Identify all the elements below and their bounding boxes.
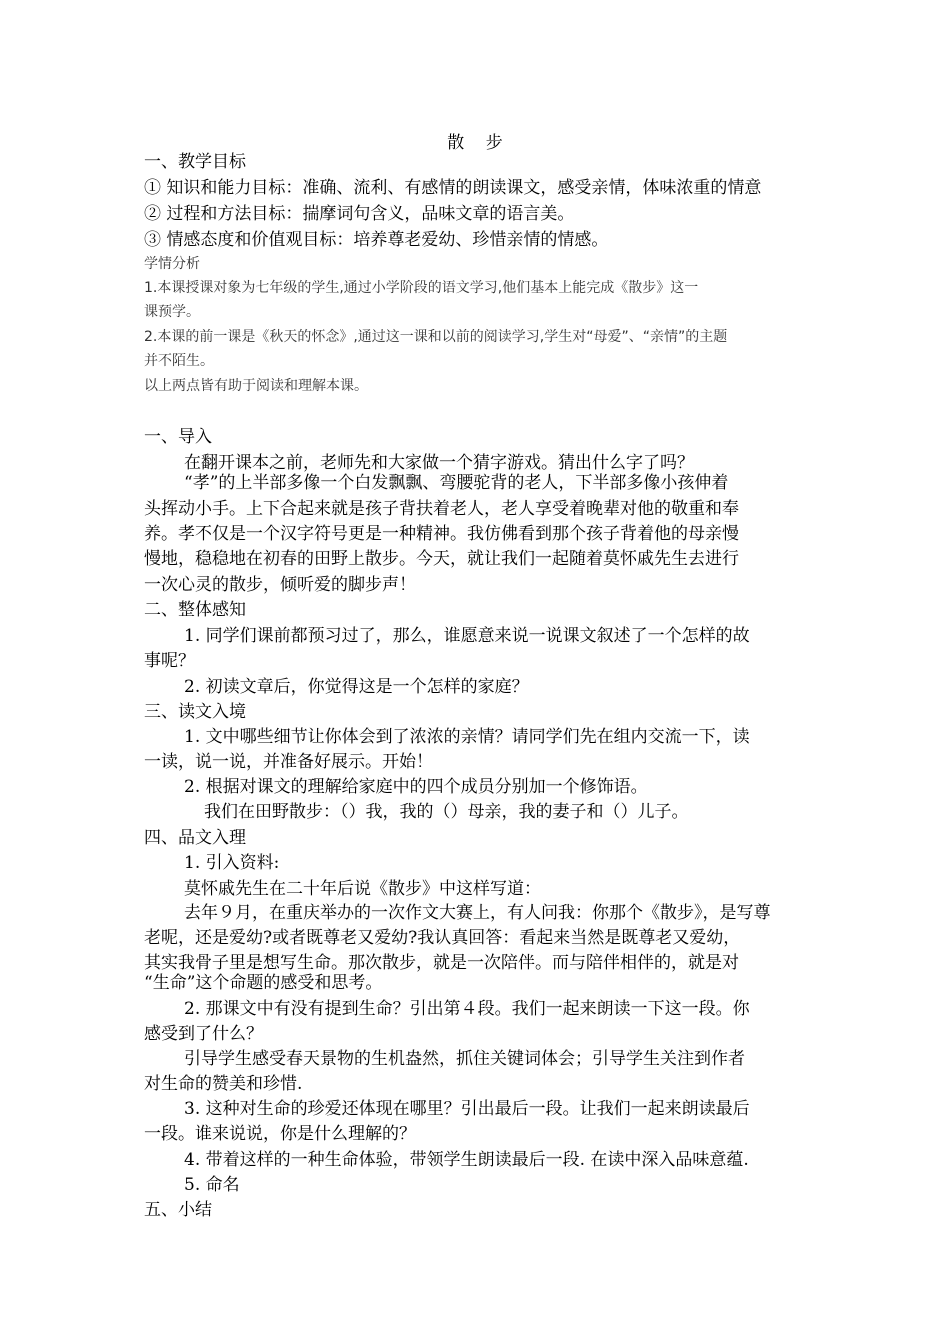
section2-heading: 二、整体感知 [144,600,246,620]
section3-line-2: 一读，说一说，并准备好展示。开始！ [144,752,433,772]
analysis-line-1: 1.本课授课对象为七年级的学生,通过小学阶段的语文学习,他们基本上能完成《散步》这一 [144,280,699,296]
section3-heading: 三、读文入境 [144,702,246,722]
section1-line-3: 头挥动小手。上下合起来就是孩子背扶着老人，老人享受着晚辈对他的敬重和奉 [144,499,739,519]
section1-line-2: “孝”的上半部多像一个白发飘飘、弯腰驼背的老人，下半部多像小孩伸着 [184,473,729,493]
section1-heading: 一、导入 [144,427,212,447]
analysis-line-3: 2.本课的前一课是《秋天的怀念》,通过这一课和以前的阅读学习,学生对“母爱”、“亲情”的主题 [144,329,728,345]
section4-line-2: 莫怀戚先生在二十年后说《散步》中这样写道： [184,879,541,899]
analysis-line-5: 以上两点皆有助于阅读和理解本课。 [144,378,368,394]
analysis-heading: 学情分析 [144,256,200,272]
section4-line-12: 一段。谁来说说，你是什么理解的？ [144,1124,416,1144]
section1-line-6: 一次心灵的散步，倾听爱的脚步声！ [144,575,416,595]
section4-heading: 四、品文入理 [144,828,246,848]
section4-line-9: 引导学生感受春天景物的生机盎然，抓住关键词体会；引导学生关注到作者 [184,1049,745,1069]
section3-line-4: 我们在田野散步：（）我，我的（）母亲，我的妻子和（）儿子。 [204,802,689,822]
goals-heading: 一、教学目标 [144,152,246,172]
section5-heading: 五、小结 [144,1200,212,1220]
section4-line-13: 4. 带着这样的一种生命体验，带领学生朗读最后一段. 在读中深入品味意蕴. [184,1150,749,1170]
analysis-line-4: 并不陌生。 [144,353,214,369]
section4-line-10: 对生命的赞美和珍惜. [144,1074,303,1094]
section4-line-6: “生命”这个命题的感受和思考。 [144,973,383,993]
section4-line-4: 老呢，还是爱幼?或者既尊老又爱幼?我认真回答：看起来当然是既尊老又爱幼， [144,928,741,948]
page-title: 散 步 [447,133,503,153]
section1-line-5: 慢地，稳稳地在初春的田野上散步。今天，就让我们一起随着莫怀戚先生去进行 [144,549,739,569]
analysis-line-2: 课预学。 [144,304,200,320]
section4-line-1: 1. 引入资料: [184,853,280,873]
section2-line-3: 2. 初读文章后，你觉得这是一个怎样的家庭？ [184,677,529,697]
goal-item-2: ② 过程和方法目标：揣摩词句含义，品味文章的语言美。 [144,204,575,224]
section4-line-5: 其实我骨子里是想写生命。那次散步，就是一次陪伴。而与陪伴相伴的，就是对 [144,953,739,973]
section4-line-3: 去年９月，在重庆举办的一次作文大赛上，有人问我：你那个《散步》，是写尊 [184,903,771,923]
section4-line-11: 3. 这种对生命的珍爱还体现在哪里？引出最后一段。让我们一起来朗读最后 [184,1099,750,1119]
section3-line-3: 2. 根据对课文的理解给家庭中的四个成员分别加一个修饰语。 [184,777,648,797]
section2-line-1: 1. 同学们课前都预习过了，那么，谁愿意来说一说课文叙述了一个怎样的故 [184,626,750,646]
section2-line-2: 事呢？ [144,651,195,671]
goal-item-3: ③ 情感态度和价值观目标：培养尊老爱幼、珍惜亲情的情感。 [144,230,609,250]
section1-line-1: 在翻开课本之前，老师先和大家做一个猜字游戏。猜出什么字了吗？ [184,453,694,473]
section3-line-1: 1. 文中哪些细节让你体会到了浓浓的亲情？请同学们先在组内交流一下，读 [184,727,750,747]
section4-line-8: 感受到了什么？ [144,1024,263,1044]
section1-line-4: 养。孝不仅是一个汉字符号更是一种精神。我仿佛看到那个孩子背着他的母亲慢 [144,524,739,544]
section4-line-7: 2. 那课文中有没有提到生命？引出第４段。我们一起来朗读一下这一段。你 [184,999,750,1019]
section4-line-14: 5. 命名 [184,1175,240,1195]
goal-item-1: ① 知识和能力目标：准确、流利、有感情的朗读课文，感受亲情，体味浓重的情意 [144,178,762,198]
